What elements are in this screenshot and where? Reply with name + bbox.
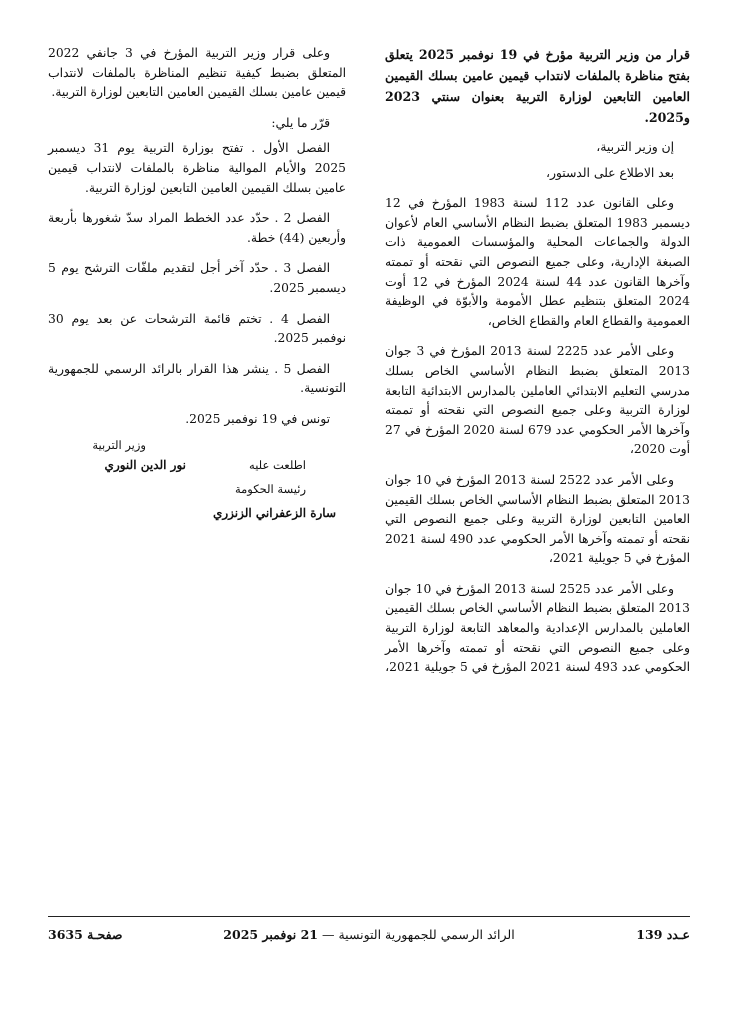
signing-date: تونس في 19 نوفمبر 2025.	[185, 411, 330, 426]
paragraph: بعد الاطلاع على الدستور،	[546, 165, 674, 180]
decision-intro: قرّر ما يلي:	[271, 115, 330, 130]
paragraph: وعلى الأمر عدد 2225 لسنة 2013 المؤرخ في 3 جوان 2013 المتعلق بضبط النظام الأساسي الخاص بسلك مدرسي التعليم الابتدائي العاملين بالمدارس الابتدائية التابعة لوزارة التربية وعلى جميع النصوص التي نقحته أو تممته وآخرها الأمر الحكومي عدد 679 لسنة 2020 المؤرخ في 27 أوت 2020،	[385, 344, 690, 457]
article: الفصل 5 . ينشر هذا القرار بالرائد الرسمي للجمهورية التونسية.	[48, 361, 346, 396]
footer-divider	[48, 916, 690, 917]
paragraph: وعلى القانون عدد 112 لسنة 1983 المؤرخ في 12 ديسمبر 1983 المتعلق بضبط النظام الأساسي العام لأعوان الدولة والجماعات المحلية والمؤسسات العمومية ذات الصبغة الإدارية، وعلى جميع النصوص التي نقحته أو تممته وآخرها القانون عدد 44 لسنة 2024 المؤرخ في 12 أوت 2024 المتعلق بتنظيم عطل الأمومة والأبوّة في الوظيفة العمومية والقطاع العام والقطاع الخاص،	[385, 196, 691, 328]
journal-date: 21 نوفمبر 2025	[223, 927, 319, 942]
right-column	[385, 44, 690, 689]
article: الفصل 2 . حدّد عدد الخطط المراد سدّ شغورها بأربعة وأربعين (44) خطة.	[48, 211, 346, 245]
article: الفصل 3 . حدّد آخر أجل لتقديم ملفّات الترشح يوم 5 ديسمبر 2025.	[48, 261, 346, 295]
paragraph: وعلى قرار وزير التربية المؤرخ في 3 جانفي 2022 المتعلق بضبط كيفية تنظيم المناظرة بالملفات لانتداب قيمين عامين بسلك القيمين العامين التابعين لوزارة التربية.	[48, 46, 346, 100]
pm-name: سارة الزعفراني الزنزري	[212, 505, 336, 520]
minister-title: وزير التربية	[92, 437, 146, 452]
article: الفصل 4 . تختم قائمة الترشحات عن بعد يوم 30 نوفمبر 2025.	[48, 311, 346, 346]
paragraph: وعلى الأمر عدد 2525 لسنة 2013 المؤرخ في 10 جوان 2013 المتعلق بضبط النظام الأساسي الخاص بسلك القيمين العاملين بالمدارس الإعدادية والمعاهد التابعة لوزارة التربية وعلى جميع النصوص التي نقحته أو تممته وآخرها الأمر الحكومي عدد 493 لسنة 2021 المؤرخ في 5 جويلية 2021،	[385, 581, 690, 675]
page-number: صفحـة 3635	[48, 927, 123, 942]
pm-title: رئيسة الحكومة	[234, 481, 306, 496]
paragraph: إن وزير التربية،	[596, 140, 674, 154]
minister-name: نور الدين النوري	[104, 457, 186, 472]
paragraph: وعلى الأمر عدد 2522 لسنة 2013 المؤرخ في 10 جوان 2013 المتعلق بضبط النظام الأساسي الخاص بسلك القيمين العامين التابعين لوزارة التربية وعلى جميع النصوص التي نقحته أو تممته وآخرها الأمر الحكومي عدد 490 لسنة 2021 المؤرخ في 5 جويلية 2021،	[385, 472, 691, 566]
decree-title: قرار من وزير التربية مؤرخ في 19 نوفمبر 2025 يتعلق بفتح مناظرة بالملفات لانتداب قيمين عامين بسلك القيمين العامين التابعين لوزارة التربية بعنوان سنتي 2023 و2025.	[385, 47, 690, 125]
left-column	[48, 44, 346, 526]
journal-line	[48, 927, 690, 942]
journal-name: الرائد الرسمي للجمهورية التونسية —	[322, 927, 515, 942]
signature-block	[48, 436, 346, 526]
seen-label: اطلعت عليه	[249, 457, 306, 472]
issue-number: عـدد 139	[636, 927, 690, 942]
article: الفصل الأول . تفتح بوزارة التربية يوم 31 ديسمبر 2025 والأيام الموالية مناظرة بالملفات لانتداب قيمين عامين بسلك القيمين العامين التابعين لوزارة التربية.	[48, 141, 346, 195]
